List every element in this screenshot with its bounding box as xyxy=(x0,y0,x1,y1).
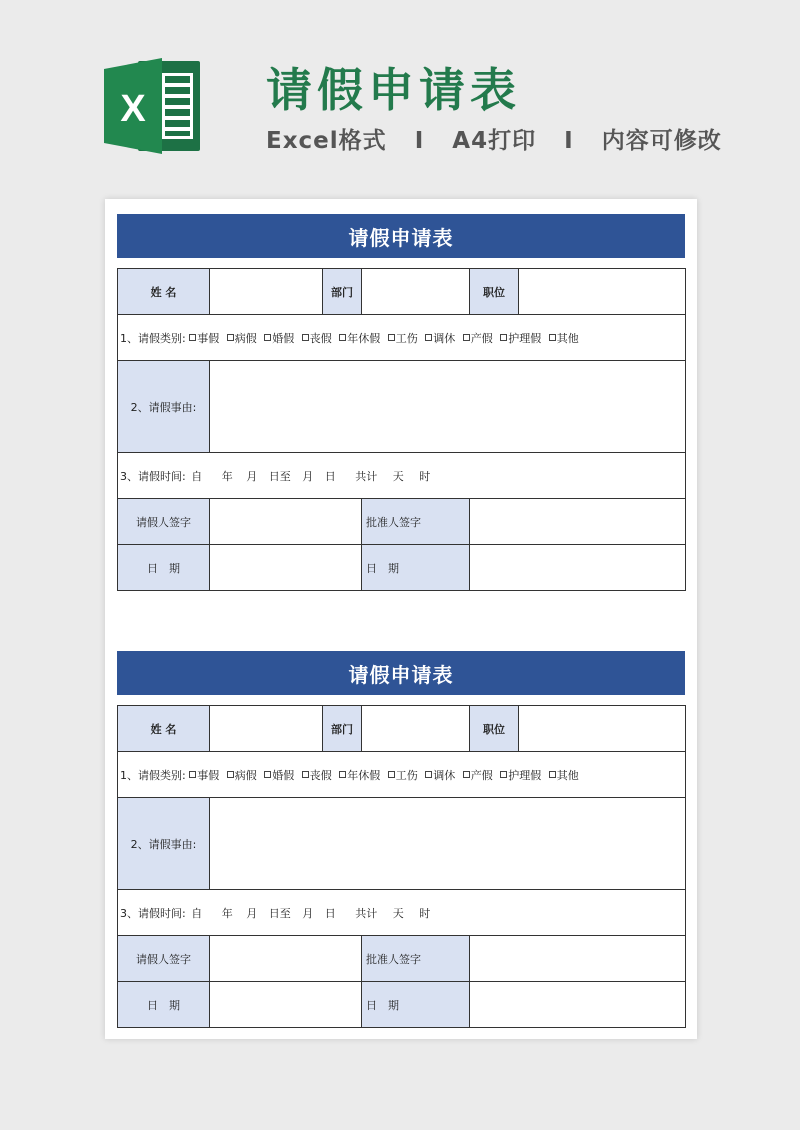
leave-type-option[interactable]: 丧假 xyxy=(302,769,332,782)
time-word: 日至 xyxy=(268,469,291,483)
position-label: 职位 xyxy=(470,269,519,315)
applicant-date-field[interactable] xyxy=(210,545,362,591)
table-row xyxy=(118,499,686,545)
time-word: 日 xyxy=(324,906,336,920)
time-word: 时 xyxy=(419,469,431,483)
approver-date-label: 日 期 xyxy=(362,982,470,1028)
reason-field[interactable] xyxy=(210,798,686,890)
form-title: 请假申请表 xyxy=(117,651,685,695)
table-row xyxy=(118,545,686,591)
applicant-signature-label: 请假人签字 xyxy=(118,499,210,545)
leave-type-option[interactable]: 调休 xyxy=(425,769,455,782)
time-word: 日 xyxy=(324,469,336,483)
time-word: 共计 xyxy=(355,469,378,483)
applicant-signature-label: 请假人签字 xyxy=(118,936,210,982)
time-word: 月 xyxy=(302,906,314,920)
time-word: 天 xyxy=(392,906,404,920)
leave-type-option[interactable]: 工伤 xyxy=(388,769,418,782)
leave-time-label: 3、请假时间: xyxy=(120,906,186,920)
table-row xyxy=(118,453,686,499)
checkbox-icon[interactable] xyxy=(227,334,234,341)
document-page xyxy=(105,199,697,1039)
name-field[interactable] xyxy=(210,706,323,752)
checkbox-icon[interactable] xyxy=(425,334,432,341)
leave-type-option[interactable]: 调休 xyxy=(425,332,455,345)
time-word: 月 xyxy=(302,469,314,483)
excel-logo-icon xyxy=(104,57,204,155)
leave-type-option[interactable]: 年休假 xyxy=(339,332,380,345)
checkbox-icon[interactable] xyxy=(463,771,470,778)
checkbox-icon[interactable] xyxy=(227,771,234,778)
dept-field[interactable] xyxy=(362,269,470,315)
checkbox-icon[interactable] xyxy=(189,771,196,778)
table-row xyxy=(118,982,686,1028)
table-row xyxy=(118,798,686,890)
reason-label: 2、请假事由: xyxy=(118,798,210,890)
checkbox-icon[interactable] xyxy=(463,334,470,341)
leave-time-label: 3、请假时间: xyxy=(120,469,186,483)
checkbox-icon[interactable] xyxy=(549,334,556,341)
subtitle-separator: I xyxy=(564,128,574,154)
leave-type-row xyxy=(118,752,686,798)
position-field[interactable] xyxy=(519,706,686,752)
page-title: 请假申请表 xyxy=(266,63,521,117)
checkbox-icon[interactable] xyxy=(302,334,309,341)
checkbox-icon[interactable] xyxy=(388,771,395,778)
applicant-signature-field[interactable] xyxy=(210,499,362,545)
leave-type-option[interactable]: 婚假 xyxy=(264,769,294,782)
leave-type-option[interactable]: 其他 xyxy=(549,769,579,782)
checkbox-icon[interactable] xyxy=(425,771,432,778)
checkbox-icon[interactable] xyxy=(500,334,507,341)
name-label: 姓 名 xyxy=(118,706,210,752)
table-row xyxy=(118,890,686,936)
leave-type-option[interactable]: 年休假 xyxy=(339,769,380,782)
time-word: 天 xyxy=(392,469,404,483)
checkbox-icon[interactable] xyxy=(264,334,271,341)
name-field[interactable] xyxy=(210,269,323,315)
leave-type-option[interactable]: 护理假 xyxy=(500,332,541,345)
reason-label: 2、请假事由: xyxy=(118,361,210,453)
checkbox-icon[interactable] xyxy=(549,771,556,778)
table-row xyxy=(118,752,686,798)
leave-type-option[interactable]: 产假 xyxy=(463,769,493,782)
time-word: 年 xyxy=(221,906,233,920)
table-row xyxy=(118,269,686,315)
position-field[interactable] xyxy=(519,269,686,315)
leave-type-label: 1、请假类别: xyxy=(120,768,186,782)
time-word: 共计 xyxy=(355,906,378,920)
checkbox-icon[interactable] xyxy=(388,334,395,341)
subtitle-editable: 内容可修改 xyxy=(601,128,722,154)
time-word: 时 xyxy=(419,906,431,920)
approver-signature-label: 批准人签字 xyxy=(362,936,470,982)
leave-type-row xyxy=(118,315,686,361)
page-subtitle xyxy=(266,125,722,157)
subtitle-separator: I xyxy=(414,128,425,154)
checkbox-icon[interactable] xyxy=(500,771,507,778)
leave-type-option[interactable]: 事假 xyxy=(189,332,219,345)
dept-label: 部门 xyxy=(323,706,362,752)
leave-time-row xyxy=(118,453,686,499)
approver-date-label: 日 期 xyxy=(362,545,470,591)
time-word: 日至 xyxy=(268,906,291,920)
name-label: 姓 名 xyxy=(118,269,210,315)
reason-field[interactable] xyxy=(210,361,686,453)
applicant-date-label: 日 期 xyxy=(118,545,210,591)
checkbox-icon[interactable] xyxy=(189,334,196,341)
leave-type-label: 1、请假类别: xyxy=(120,331,186,345)
subtitle-print: A4打印 xyxy=(452,128,537,154)
dept-field[interactable] xyxy=(362,706,470,752)
leave-type-option[interactable]: 其他 xyxy=(549,332,579,345)
approver-signature-label: 批准人签字 xyxy=(362,499,470,545)
approver-date-field[interactable] xyxy=(470,982,686,1028)
checkbox-icon[interactable] xyxy=(264,771,271,778)
checkbox-icon[interactable] xyxy=(339,771,346,778)
approver-signature-field[interactable] xyxy=(470,499,686,545)
approver-date-field[interactable] xyxy=(470,545,686,591)
form-title: 请假申请表 xyxy=(117,214,685,258)
leave-type-option[interactable]: 丧假 xyxy=(302,332,332,345)
leave-form-table xyxy=(117,705,686,1028)
checkbox-icon[interactable] xyxy=(339,334,346,341)
applicant-date-label: 日 期 xyxy=(118,982,210,1028)
dept-label: 部门 xyxy=(323,269,362,315)
time-word: 自 xyxy=(191,906,203,920)
position-label: 职位 xyxy=(470,706,519,752)
leave-form xyxy=(117,651,685,1028)
subtitle-format: Excel格式 xyxy=(266,128,387,154)
time-word: 自 xyxy=(191,469,203,483)
checkbox-icon[interactable] xyxy=(302,771,309,778)
applicant-signature-field[interactable] xyxy=(210,936,362,982)
time-word: 月 xyxy=(246,906,258,920)
leave-type-option[interactable]: 工伤 xyxy=(388,332,418,345)
leave-form xyxy=(117,214,685,591)
table-row xyxy=(118,361,686,453)
leave-type-option[interactable]: 事假 xyxy=(189,769,219,782)
time-word: 月 xyxy=(246,469,258,483)
leave-form-table xyxy=(117,268,686,591)
leave-type-option[interactable]: 病假 xyxy=(227,332,257,345)
leave-time-row xyxy=(118,890,686,936)
applicant-date-field[interactable] xyxy=(210,982,362,1028)
time-word: 年 xyxy=(221,469,233,483)
table-row xyxy=(118,706,686,752)
excel-logo-letter: X xyxy=(120,88,146,130)
table-row xyxy=(118,315,686,361)
leave-type-option[interactable]: 护理假 xyxy=(500,769,541,782)
leave-type-option[interactable]: 婚假 xyxy=(264,332,294,345)
approver-signature-field[interactable] xyxy=(470,936,686,982)
table-row xyxy=(118,936,686,982)
leave-type-option[interactable]: 产假 xyxy=(463,332,493,345)
leave-type-option[interactable]: 病假 xyxy=(227,769,257,782)
